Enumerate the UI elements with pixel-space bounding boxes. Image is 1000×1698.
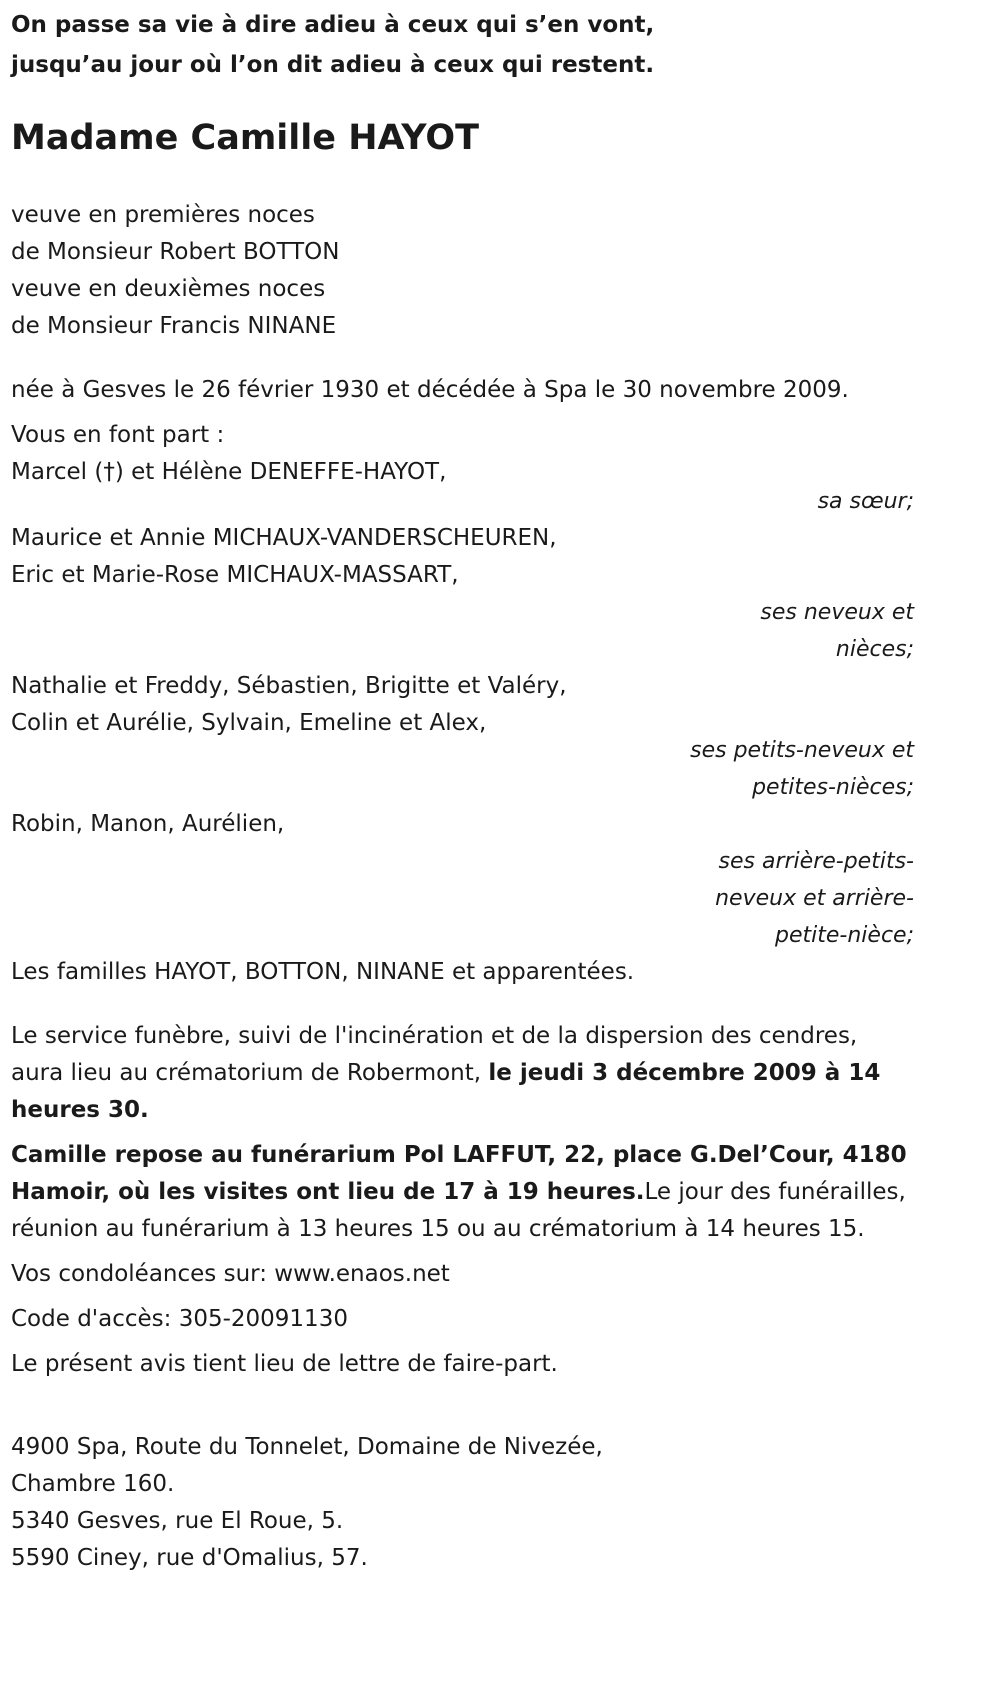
- service-line: [11, 1055, 914, 1092]
- service-time: heures 30.: [11, 1097, 149, 1123]
- family-names: Robin, Manon, Aurélien,: [11, 811, 285, 837]
- service-line: Le service funèbre, suivi de l'incinération et de la dispersion des cendres,: [11, 1023, 858, 1049]
- families-line: Les familles HAYOT, BOTTON, NINANE et apparentées.: [11, 959, 635, 985]
- repose-line: [11, 1174, 914, 1211]
- family-role: nièces;: [835, 637, 914, 662]
- repose-line: Camille repose au funérarium Pol LAFFUT, 22, place G.Del’Cour, 4180: [11, 1142, 907, 1168]
- intro-line: Vous en font part :: [11, 422, 225, 448]
- deceased-name: Madame Camille HAYOT: [11, 118, 479, 158]
- family-names: Eric et Marie-Rose MICHAUX-MASSART,: [11, 562, 459, 588]
- family-names: Maurice et Annie MICHAUX-VANDERSCHEUREN,: [11, 525, 557, 551]
- address-line: 5340 Gesves, rue El Roue, 5.: [11, 1508, 344, 1534]
- family-role: sa sœur;: [817, 489, 914, 514]
- service-date: le jeudi 3 décembre 2009 à 14: [488, 1060, 881, 1086]
- family-names: Nathalie et Freddy, Sébastien, Brigitte et Valéry,: [11, 673, 567, 699]
- repose-funeral-day: Le jour des funérailles,: [644, 1179, 906, 1205]
- address-line: 5590 Ciney, rue d'Omalius, 57.: [11, 1545, 368, 1571]
- birth-death-line: née à Gesves le 26 février 1930 et décédée à Spa le 30 novembre 2009.: [11, 377, 849, 403]
- condolences-line: Vos condoléances sur: www.enaos.net: [11, 1261, 450, 1287]
- quote-line-1: On passe sa vie à dire adieu à ceux qui s’en vont,: [11, 12, 655, 38]
- access-code-line: Code d'accès: 305-20091130: [11, 1306, 348, 1332]
- status-line: de Monsieur Francis NINANE: [11, 313, 337, 339]
- address-line: Chambre 160.: [11, 1471, 175, 1497]
- quote-line-2: jusqu’au jour où l’on dit adieu à ceux qui restent.: [11, 52, 655, 78]
- family-names: Marcel (†) et Hélène DENEFFE-HAYOT,: [11, 459, 447, 485]
- family-role: petites-nièces;: [752, 775, 914, 800]
- notice-line: Le présent avis tient lieu de lettre de faire-part.: [11, 1351, 558, 1377]
- status-line: veuve en premières noces: [11, 202, 315, 228]
- family-names: Colin et Aurélie, Sylvain, Emeline et Alex,: [11, 710, 487, 736]
- repose-line: réunion au funérarium à 13 heures 15 ou au crématorium à 14 heures 15.: [11, 1216, 865, 1242]
- status-line: de Monsieur Robert BOTTON: [11, 239, 340, 265]
- obituary-content: [11, 0, 914, 1577]
- family-role: ses petits-neveux et: [690, 738, 914, 763]
- service-text: aura lieu au crématorium de Robermont,: [11, 1060, 489, 1086]
- family-role: petite-nièce;: [775, 923, 914, 948]
- address-line: 4900 Spa, Route du Tonnelet, Domaine de Nivezée,: [11, 1434, 603, 1460]
- family-role: neveux et arrière-: [715, 886, 914, 911]
- family-role: ses arrière-petits-: [718, 849, 914, 874]
- status-line: veuve en deuxièmes noces: [11, 276, 326, 302]
- family-role: ses neveux et: [760, 600, 914, 625]
- repose-visits: Hamoir, où les visites ont lieu de 17 à 19 heures.: [11, 1179, 645, 1205]
